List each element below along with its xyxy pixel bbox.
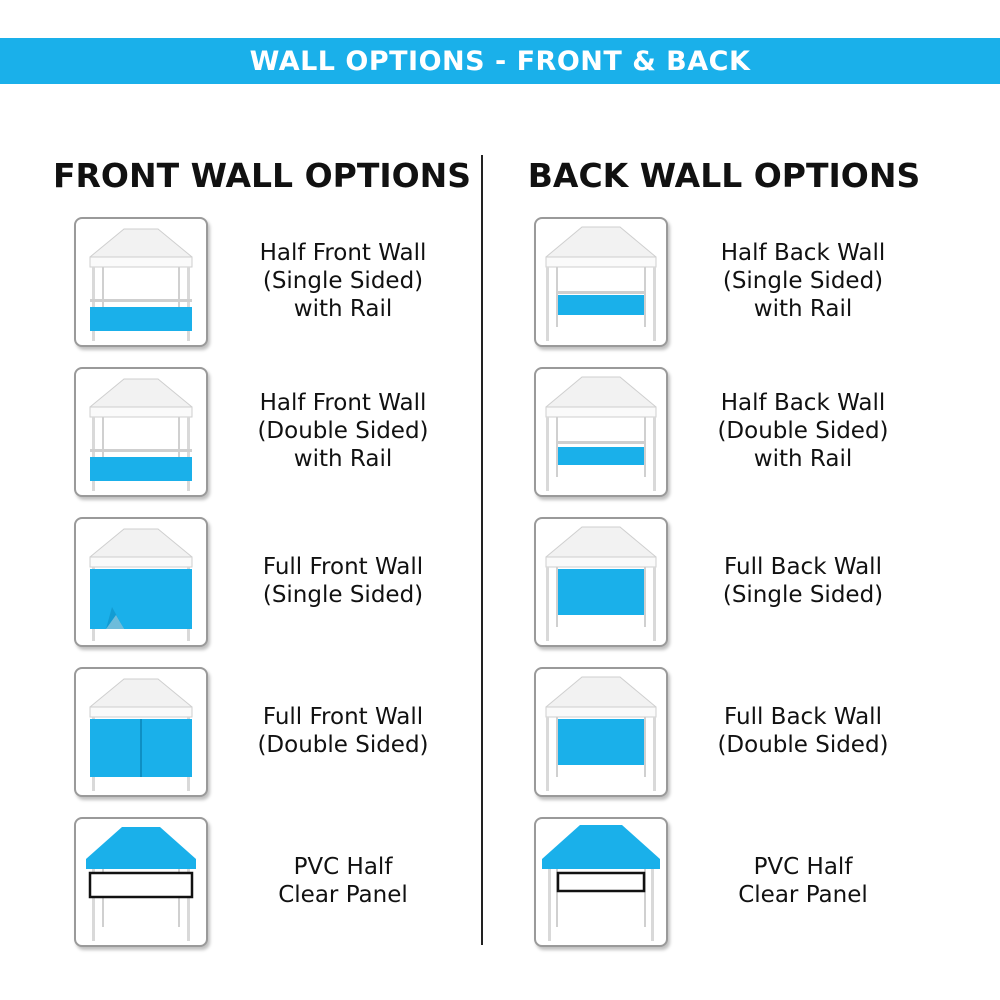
tent-full-front-single-icon <box>74 517 208 647</box>
tent-pvc-front-icon <box>74 817 208 947</box>
option-label <box>684 817 922 945</box>
tent-half-back-single-icon <box>534 217 668 347</box>
option-label <box>224 217 462 345</box>
page-title: WALL OPTIONS - FRONT & BACK <box>249 45 751 77</box>
option-label <box>684 217 922 345</box>
option-label-line: with Rail <box>293 446 393 472</box>
option-label-line: Half Back Wall <box>720 240 886 266</box>
option-label-line: PVC Half <box>753 854 853 880</box>
option-label-line: (Double Sided) <box>717 732 889 758</box>
option-label-line: PVC Half <box>293 854 393 880</box>
tent-full-front-double-icon <box>74 667 208 797</box>
option-label <box>684 367 922 495</box>
tent-half-front-double-icon <box>74 367 208 497</box>
tent-half-back-double-icon <box>534 367 668 497</box>
option-label-line: (Single Sided) <box>722 582 884 608</box>
tent-half-front-single-icon <box>74 217 208 347</box>
option-label-line: Half Front Wall <box>259 390 427 416</box>
option-label <box>684 517 922 645</box>
option-label-line: Full Front Wall <box>262 704 424 730</box>
tent-full-back-single-icon <box>534 517 668 647</box>
back-section-title: BACK WALL OPTIONS <box>527 156 921 195</box>
option-label-line: (Double Sided) <box>717 418 889 444</box>
tent-pvc-back-icon <box>534 817 668 947</box>
option-label-line: Clear Panel <box>278 882 408 908</box>
option-label <box>224 667 462 795</box>
option-label <box>684 667 922 795</box>
option-label-line: Clear Panel <box>738 882 868 908</box>
option-label-line: Half Front Wall <box>259 240 427 266</box>
option-label-line: (Single Sided) <box>262 268 424 294</box>
header-banner <box>0 38 1000 84</box>
option-label <box>224 517 462 645</box>
option-label-line: Half Back Wall <box>720 390 886 416</box>
option-label-line: with Rail <box>753 296 853 322</box>
column-divider <box>481 155 483 945</box>
option-label-line: Full Back Wall <box>724 554 882 580</box>
front-section-title: FRONT WALL OPTIONS <box>52 156 472 195</box>
option-label-line: (Double Sided) <box>257 418 429 444</box>
option-label-line: Full Back Wall <box>724 704 882 730</box>
tent-full-back-double-icon <box>534 667 668 797</box>
option-label-line: with Rail <box>753 446 853 472</box>
option-label-line: with Rail <box>293 296 393 322</box>
option-label <box>224 367 462 495</box>
option-label-line: (Double Sided) <box>257 732 429 758</box>
option-label-line: (Single Sided) <box>262 582 424 608</box>
option-label-line: Full Front Wall <box>262 554 424 580</box>
option-label <box>224 817 462 945</box>
option-label-line: (Single Sided) <box>722 268 884 294</box>
